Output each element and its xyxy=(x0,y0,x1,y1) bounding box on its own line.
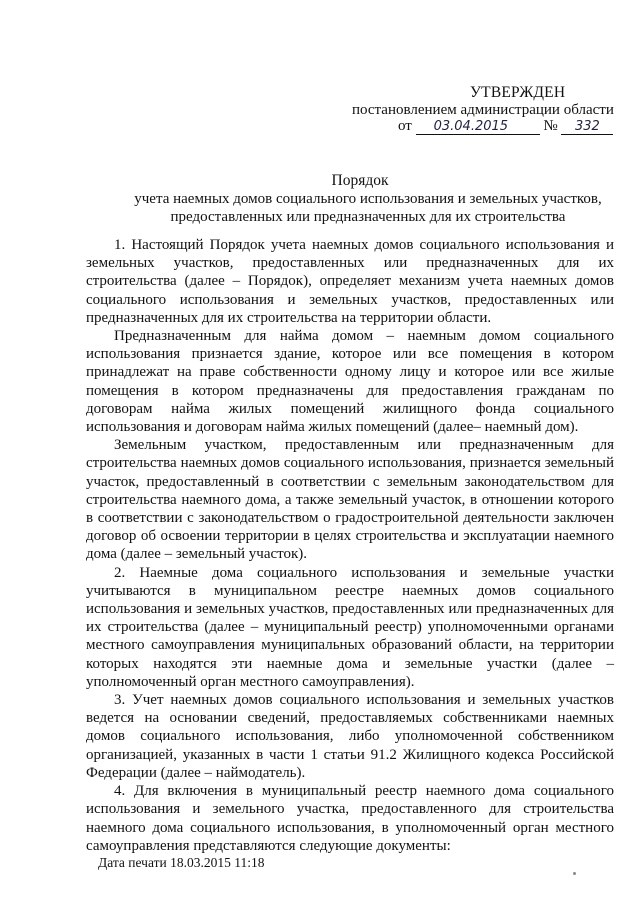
document-title: Порядок xyxy=(331,172,389,189)
approved-heading: УТВЕРЖДЕН xyxy=(470,84,566,101)
paragraph: 1. Настоящий Порядок учета наемных домов социального использования и земельных участков, предоставленных или предназначенных для их строительства (далее – Порядок), определяет механизм учета наемных домов социального использования и земельных участков, предоставленных или предназначенных для их строительства на территории области. xyxy=(86,237,614,326)
paragraph: 2. Наемные дома социального использования и земельные участки учитываются в муниципальном реестре наемных домов социального использования и земельных участков, предоставленных или предназначенных для их строительства (далее – муниципальный реестр) уполномоченными органами местного самоуправления муниципальных образований области, на территории которых находятся эти наемные дома и земельные участки (далее – уполномоченный орган местного самоуправления). xyxy=(86,564,614,690)
paragraph: 4. Для включения в муниципальный реестр наемного дома социального использования и земельного участка, предоставленного для строительства наемного дома социального использования, в уполномоченный орган местного самоуправления представляются следующие документы: xyxy=(86,783,614,854)
date-prefix: от xyxy=(398,118,412,134)
subtitle-line: учета наемных домов социального использования и земельных участков, xyxy=(134,191,602,207)
paragraph: 3. Учет наемных домов социального использования и земельных участков ведется на основании сведений, предоставляемых собственниками наемных домов социального использования, либо уполномоченной собственником организацией, указанных в части 1 статьи 91.2 Жилищного кодекса Российской Федерации (далее – наймодатель). xyxy=(86,692,614,781)
date-number-line xyxy=(398,118,613,135)
subtitle-line: предоставленных или предназначенных для их строительства xyxy=(170,209,566,225)
handwritten-number: 332 xyxy=(561,119,613,135)
print-date-footer: Дата печати 18.03.2015 11:18 xyxy=(98,855,265,870)
paragraph: Предназначенным для найма домом – наемным домом социального использования признается здание, которое или все помещения в котором принадлежат на праве собственности одному лицу и которое или все жилые помещения в котором предназначены для предоставления гражданам по договорам найма жилых помещений жилищного фонда социального использования и договорам найма жилых помещений (далее– наемный дом). xyxy=(86,328,614,436)
decree-line: постановлением администрации области xyxy=(352,102,614,118)
handwritten-date: 03.04.2015 xyxy=(416,119,540,135)
paragraph: Земельным участком, предоставленным или предназначенным для строительства наемных домов социального использования, признается земельный участок, предоставленный в соответствии с земельным законодательством для строительства наемного дома, а также земельный участок, в отношении которого в соответствии с законодательством о градостроительной деятельности заключен договор об освоении территории в целях строительства и эксплуатации наемного дома (далее – земельный участок). xyxy=(86,437,614,563)
document-subtitle xyxy=(88,190,640,226)
document-body xyxy=(86,236,614,855)
scan-dot xyxy=(573,872,576,875)
number-prefix: № xyxy=(543,118,558,134)
